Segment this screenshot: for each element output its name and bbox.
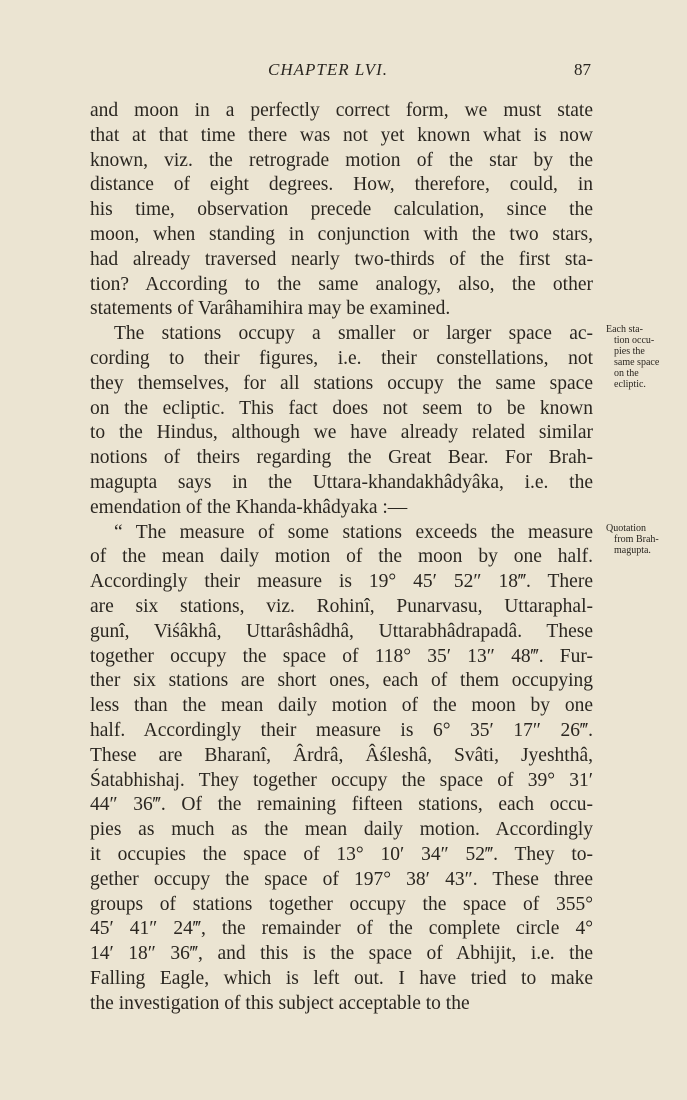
text-line: half. Accordingly their measure is 6° 35′ 17″ 26‴. xyxy=(90,719,593,741)
running-head xyxy=(0,60,687,86)
text-line: magupta says in the Uttara-khandakhâdyâka, i.e. the xyxy=(90,471,593,493)
chapter-title: CHAPTER LVI. xyxy=(268,60,388,79)
text-line: Accordingly their measure is 19° 45′ 52″ 18‴. There xyxy=(90,571,593,593)
text-line: emendation of the Khanda-khâdyaka :— xyxy=(90,496,408,518)
text-line: distance of eight degrees. How, therefore, could, in xyxy=(90,174,593,196)
sidenote-line: Each sta- xyxy=(606,324,643,335)
sidenote-quotation xyxy=(606,523,682,556)
text-line: the investigation of this subject acceptable to the xyxy=(90,992,470,1014)
text-line: 45′ 41″ 24‴, the remainder of the complete circle 4° xyxy=(90,918,593,940)
text-line: “ The measure of some stations exceeds the measure xyxy=(114,521,593,543)
text-line: These are Bharanî, Ârdrâ, Âśleshâ, Svâti, Jyeshthâ, xyxy=(90,744,593,766)
page-number: 87 xyxy=(574,60,591,79)
text-line: his time, observation precede calculation, since the xyxy=(90,199,593,221)
text-line: it occupies the space of 13° 10′ 34″ 52‴. They to- xyxy=(90,843,593,865)
sidenote-line: tion occu- xyxy=(614,335,655,346)
text-line: gunî, Viśâkhâ, Uttarâshâdhâ, Uttarabhâdrapadâ. These xyxy=(90,620,593,642)
text-line: are six stations, viz. Rohinî, Punarvasu, Uttaraphal- xyxy=(90,595,593,617)
text-line: Śatabhishaj. They together occupy the space of 39° 31′ xyxy=(90,769,593,791)
text-line: had already traversed nearly two-thirds of the first sta- xyxy=(90,248,593,270)
text-line: moon, when standing in conjunction with the two stars, xyxy=(90,223,593,245)
text-line: less than the mean daily motion of the moon by one xyxy=(90,695,593,717)
text-line: they themselves, for all stations occupy the same space xyxy=(90,372,593,394)
sidenote-line: from Brah- xyxy=(614,534,659,545)
text-line: that at that time there was not yet known what is now xyxy=(90,124,593,146)
text-line: 14′ 18″ 36‴, and this is the space of Abhijit, i.e. the xyxy=(90,943,593,965)
text-line: on the ecliptic. This fact does not seem to be known xyxy=(90,397,593,419)
text-line: tion? According to the same analogy, also, the other xyxy=(90,273,593,295)
text-line: known, viz. the retrograde motion of the star by the xyxy=(90,149,593,171)
text-line: Falling Eagle, which is left out. I have tried to make xyxy=(90,967,593,989)
sidenote-line: pies the xyxy=(614,346,645,357)
sidenote-line: same space xyxy=(614,357,660,368)
text-line: cording to their figures, i.e. their constellations, not xyxy=(90,347,593,369)
text-line: together occupy the space of 118° 35′ 13″ 48‴. Fur- xyxy=(90,645,593,667)
text-line: ther six stations are short ones, each of them occupying xyxy=(90,670,593,692)
text-line: to the Hindus, although we have already related similar xyxy=(90,422,593,444)
sidenote-each-station xyxy=(606,324,682,390)
sidenote-line: Quotation xyxy=(606,523,646,534)
text-line: The stations occupy a smaller or larger space ac- xyxy=(114,323,593,345)
text-line: and moon in a perfectly correct form, we must state xyxy=(90,100,593,121)
text-line: groups of stations together occupy the space of 355° xyxy=(90,893,593,915)
text-line: 44″ 36‴. Of the remaining fifteen stations, each occu- xyxy=(90,794,593,816)
sidenote-line: on the xyxy=(614,368,639,379)
body-text xyxy=(90,99,593,1016)
text-line: notions of theirs regarding the Great Bear. For Brah- xyxy=(90,447,593,469)
text-line: gether occupy the space of 197° 38′ 43″. These three xyxy=(90,868,593,890)
sidenote-line: ecliptic. xyxy=(614,379,646,390)
text-line: pies as much as the mean daily motion. Accordingly xyxy=(90,819,593,841)
text-line: statements of Varâhamihira may be examined. xyxy=(90,298,451,320)
text-line: of the mean daily motion of the moon by one half. xyxy=(90,546,593,568)
sidenote-line: magupta. xyxy=(614,545,651,556)
